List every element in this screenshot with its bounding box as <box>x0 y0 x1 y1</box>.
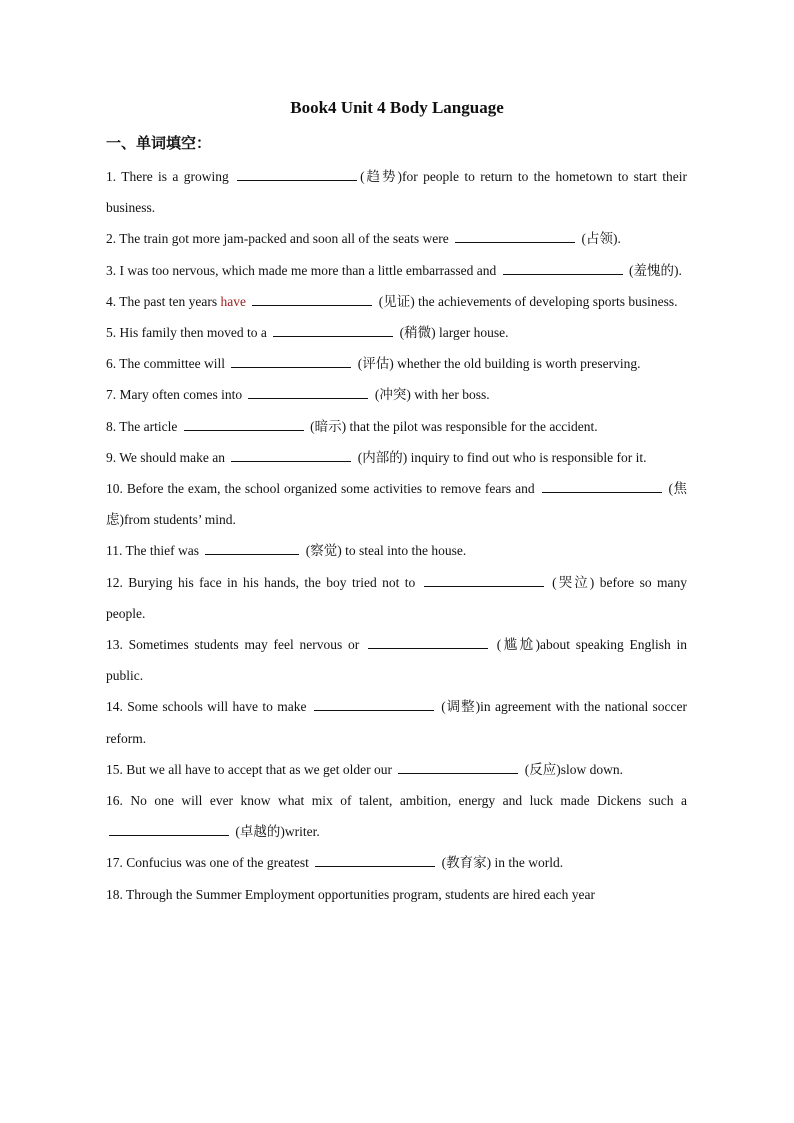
question-text-after: to steal into the house. <box>345 543 467 559</box>
question-text-after: in agreement with the national soccer reform. <box>106 699 688 746</box>
highlighted-word: have <box>220 293 246 309</box>
question-text-before: Before the exam, the school organized some activities to remove fears and <box>126 481 535 497</box>
question-text-after: for people to return to the hometown to start their business. <box>106 169 687 216</box>
question-text-before: Confucius was one of the greatest <box>126 855 309 871</box>
question-number: 7. <box>106 387 117 403</box>
question-text-after: from students’ mind. <box>124 512 236 528</box>
question-text-after: writer. <box>284 824 320 840</box>
question-hint: (内部的) <box>357 449 408 465</box>
page-title: Book4 Unit 4 Body Language <box>290 98 504 117</box>
question-3 <box>106 255 687 286</box>
question-15 <box>106 754 687 785</box>
question-hint: (评估) <box>357 356 394 372</box>
question-hint: (焦虑) <box>106 481 688 528</box>
question-number: 17. <box>106 855 123 871</box>
question-text-after: larger house. <box>438 325 509 341</box>
question-hint: (反应) <box>524 761 561 777</box>
answer-blank[interactable] <box>248 384 368 399</box>
question-number: 5. <box>106 325 117 341</box>
question-11 <box>106 535 687 566</box>
question-number: 8. <box>106 418 117 434</box>
answer-blank[interactable] <box>237 166 357 181</box>
question-16 <box>106 785 687 847</box>
question-text-before: The thief was <box>125 543 199 559</box>
answer-blank[interactable] <box>184 416 304 431</box>
question-10 <box>106 473 687 535</box>
question-8 <box>106 411 687 442</box>
question-number: 4. <box>106 293 117 309</box>
question-number: 3. <box>106 262 117 278</box>
question-text-after: the achievements of developing sports business. <box>418 293 678 309</box>
answer-blank[interactable] <box>368 634 488 649</box>
answer-blank[interactable] <box>109 821 229 836</box>
question-text-after: in the world. <box>494 855 564 871</box>
question-12 <box>106 567 687 629</box>
question-text-before: Some schools will have to make <box>127 699 307 715</box>
question-number: 12. <box>106 574 123 590</box>
question-hint: (暗示) <box>310 418 347 434</box>
question-number: 10. <box>106 481 123 497</box>
question-9 <box>106 442 687 473</box>
question-1 <box>106 161 687 223</box>
answer-blank[interactable] <box>424 572 544 587</box>
question-hint: (调整) <box>441 699 481 715</box>
question-text-after: that the pilot was responsible for the accident. <box>349 418 598 434</box>
question-hint: (尴尬) <box>496 637 540 653</box>
section-heading: 一、单词填空： <box>106 136 212 152</box>
question-text-before: The train got more jam-packed and soon all of the seats were <box>119 231 449 247</box>
question-text-before: But we all have to accept that as we get older our <box>126 761 393 777</box>
answer-blank[interactable] <box>398 759 518 774</box>
answer-blank[interactable] <box>231 447 351 462</box>
question-text-after: whether the old building is worth preserving. <box>397 356 641 372</box>
question-text-before: Mary often comes into <box>119 387 243 403</box>
question-text-before: Burying his face in his hands, the boy tried not to <box>128 574 416 590</box>
question-number: 14. <box>106 699 123 715</box>
question-number: 16. <box>106 793 123 809</box>
question-list <box>106 161 687 910</box>
answer-blank[interactable] <box>455 228 575 243</box>
question-hint: (见证) <box>378 293 415 309</box>
answer-blank[interactable] <box>231 353 351 368</box>
question-text-after: with her boss. <box>414 387 490 403</box>
answer-blank[interactable] <box>205 540 299 555</box>
question-hint: (稍微) <box>399 325 436 341</box>
question-text-before: No one will ever know what mix of talent, ambition, energy and luck made Dickens such a <box>130 793 688 809</box>
question-hint: (卓越的) <box>235 824 285 840</box>
question-5 <box>106 317 687 348</box>
question-2 <box>106 223 687 254</box>
question-text-before: I was too nervous, which made me more than a little embarrassed and <box>119 262 497 278</box>
question-number: 6. <box>106 356 117 372</box>
question-hint: (察觉) <box>305 543 342 559</box>
question-number: 11. <box>106 543 123 559</box>
question-hint: (趋势) <box>360 169 402 184</box>
answer-blank[interactable] <box>542 478 662 493</box>
question-text-after: . <box>617 231 621 247</box>
question-text-before: The committee will <box>119 356 225 372</box>
question-text-before: We should make an <box>119 449 226 465</box>
question-text-before: The article <box>119 418 178 434</box>
question-hint: (占领) <box>581 231 618 247</box>
question-text-before: Through the Summer Employment opportunities program, students are hired each year <box>126 886 596 902</box>
question-14 <box>106 691 687 753</box>
question-13 <box>106 629 687 691</box>
answer-blank[interactable] <box>503 260 623 275</box>
question-18 <box>106 879 687 910</box>
question-number: 13. <box>106 637 123 653</box>
question-text-before: His family then moved to a <box>119 325 267 341</box>
answer-blank[interactable] <box>273 322 393 337</box>
question-text-before: Sometimes students may feel nervous or <box>128 637 360 653</box>
question-number: 15. <box>106 761 123 777</box>
question-hint: (冲突) <box>374 387 411 403</box>
question-text-after: inquiry to find out who is responsible for it. <box>410 449 647 465</box>
question-hint: (教育家) <box>441 855 492 871</box>
question-number: 2. <box>106 231 117 247</box>
answer-blank[interactable] <box>252 291 372 306</box>
question-text-after: before so many people. <box>106 574 688 621</box>
question-6 <box>106 348 687 379</box>
answer-blank[interactable] <box>314 696 434 711</box>
question-text-before: The past ten years <box>119 293 218 309</box>
question-text-after: slow down. <box>560 761 624 777</box>
question-number: 9. <box>106 449 117 465</box>
answer-blank[interactable] <box>315 852 435 867</box>
question-hint: (羞愧的) <box>629 262 679 278</box>
question-text-after: about speaking English in public. <box>106 637 688 684</box>
question-17 <box>106 847 687 878</box>
question-hint: (哭泣) <box>552 574 595 590</box>
question-text-after: . <box>678 262 682 278</box>
question-4 <box>106 286 687 317</box>
question-number: 18. <box>106 886 123 902</box>
question-text-before: There is a growing <box>121 169 229 184</box>
question-7 <box>106 379 687 410</box>
question-number: 1. <box>106 169 117 184</box>
